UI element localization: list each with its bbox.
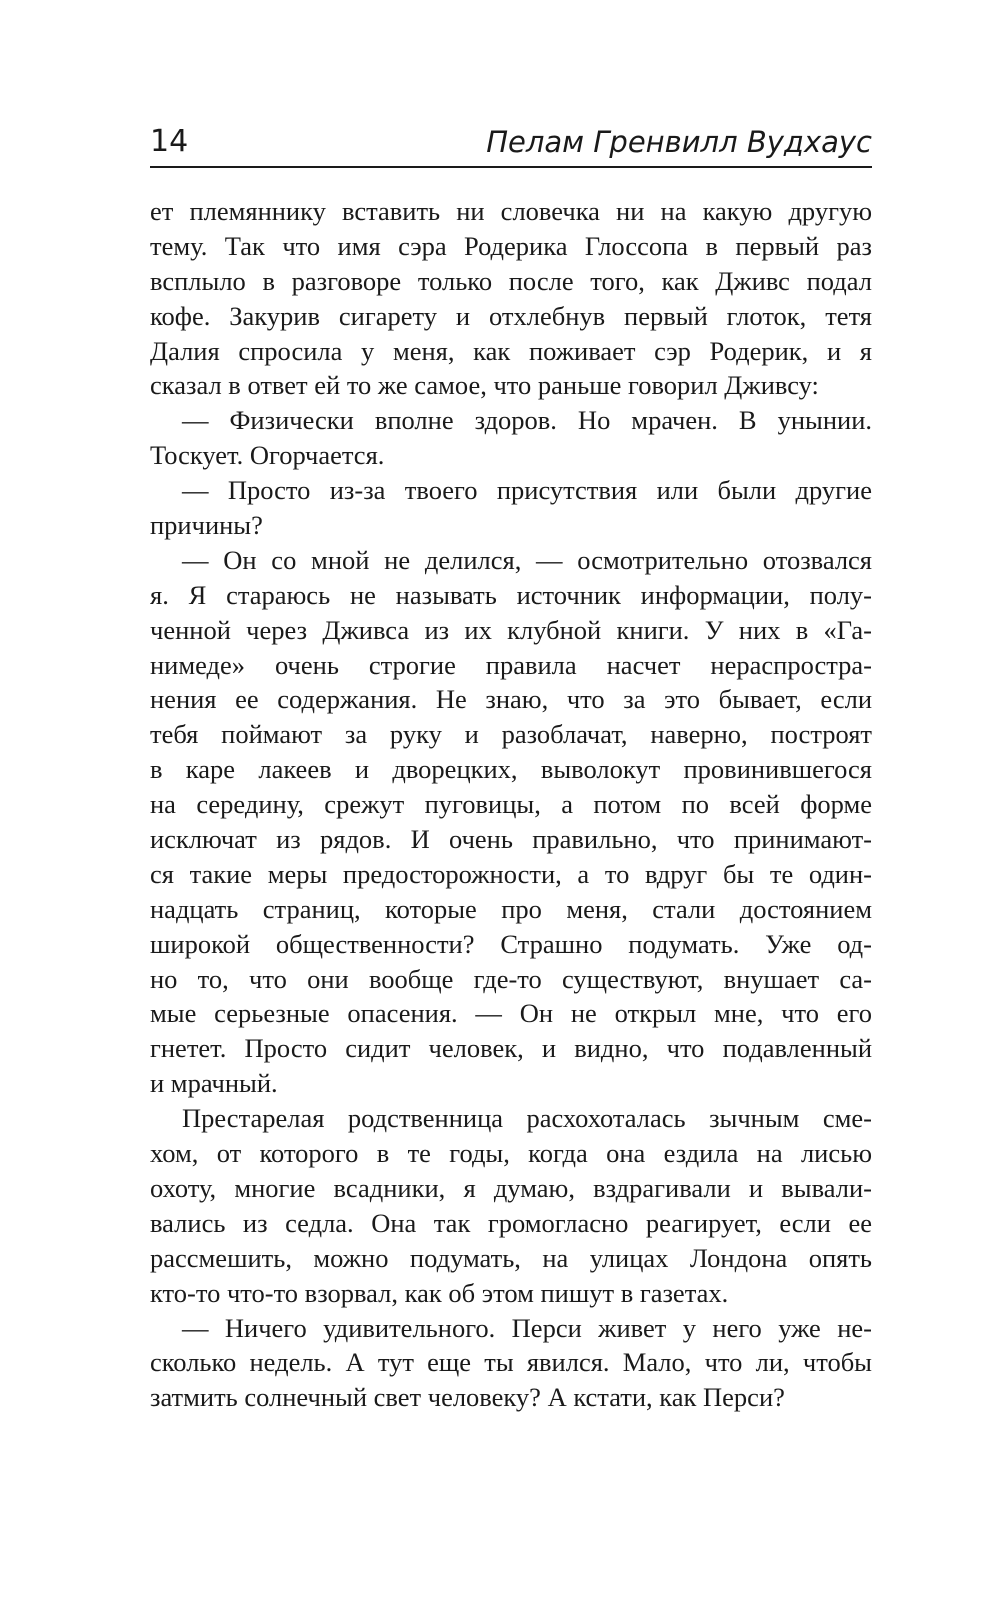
- text-line: ченной через Дживса из их клубной книги. У них в «Га-: [150, 614, 872, 645]
- text-line: я. Я стараюсь не называть источник информации, полу-: [150, 579, 872, 610]
- page-header: [150, 120, 872, 168]
- paragraph: [150, 473, 872, 543]
- text-line: хом, от которого в те годы, когда она ездила на лисью: [150, 1138, 872, 1169]
- text-line: тебя поймают за руку и разоблачат, наверно, построят: [150, 719, 872, 750]
- text-line: сколько недель. А тут еще ты явился. Мало, что ли, чтобы: [150, 1347, 872, 1378]
- text-line: нения ее содержания. Не знаю, что за это бывает, если: [150, 684, 872, 715]
- text-line: вались из седла. Она так громогласно реагирует, если ее: [150, 1207, 872, 1238]
- text-line: — Он со мной не делился, — осмотрительно отозвался: [182, 544, 872, 575]
- running-title: Пелам Гренвилл Вудхаус: [486, 125, 872, 159]
- text-line: гнетет. Просто сидит человек, и видно, что подавленный: [150, 1033, 872, 1064]
- text-line: на середину, срежут пуговицы, а потом по всей форме: [150, 789, 872, 820]
- text-line: — Физически вполне здоров. Но мрачен. В унынии.: [182, 405, 872, 436]
- text-line: причины?: [150, 510, 263, 541]
- text-line: в каре лакеев и дворецких, выволокут провинившегося: [150, 754, 872, 785]
- page-number: 14: [150, 124, 189, 159]
- text-line: — Ничего удивительного. Перси живет у него уже не-: [182, 1312, 872, 1343]
- text-line: и мрачный.: [150, 1068, 278, 1099]
- text-line: широкой общественности? Страшно подумать. Уже од-: [150, 928, 872, 959]
- text-line: сказал в ответ ей то же самое, что раньше говорил Дживсу:: [150, 370, 819, 401]
- text-line: охоту, многие всадники, я думаю, вздрагивали и вывали-: [150, 1172, 872, 1203]
- text-line: — Просто из-за твоего присутствия или были другие: [182, 475, 872, 506]
- text-line: Тоскует. Огорчается.: [150, 440, 385, 471]
- text-line: рассмешить, можно подумать, на улицах Лондона опять: [150, 1242, 872, 1273]
- body-text: [150, 194, 872, 1415]
- paragraph: [150, 403, 872, 473]
- text-line: исключат из рядов. И очень правильно, что принимают-: [150, 824, 872, 855]
- text-line: тему. Так что имя сэра Родерика Глоссопа в первый раз: [150, 230, 872, 261]
- text-line: кофе. Закурив сигарету и отхлебнув первый глоток, тетя: [150, 300, 872, 331]
- text-line: ся такие меры предосторожности, а то вдруг бы те один-: [150, 858, 872, 889]
- paragraph: [150, 194, 872, 403]
- text-line: всплыло в разговоре только после того, как Дживс подал: [150, 265, 872, 296]
- text-line: нимеде» очень строгие правила насчет нераспростра-: [150, 649, 872, 680]
- text-line: но то, что они вообще где-то существуют, внушает са-: [150, 963, 872, 994]
- text-line: затмить солнечный свет человеку? А кстати, как Перси?: [150, 1382, 785, 1413]
- text-line: Далия спросила у меня, как поживает сэр Родерик, и я: [150, 335, 872, 366]
- text-line: надцать страниц, которые про меня, стали достоянием: [150, 893, 872, 924]
- text-line: Престарелая родственница расхохоталась зычным сме-: [182, 1103, 872, 1134]
- text-line: кто-то что-то взорвал, как об этом пишут в газетах.: [150, 1277, 729, 1308]
- paragraph: [150, 1311, 872, 1416]
- text-line: мые серьезные опасения. — Он не открыл мне, что его: [150, 998, 872, 1029]
- paragraph: [150, 543, 872, 1101]
- paragraph: [150, 1101, 872, 1310]
- text-line: ет племяннику вставить ни словечка ни на какую другую: [150, 196, 872, 226]
